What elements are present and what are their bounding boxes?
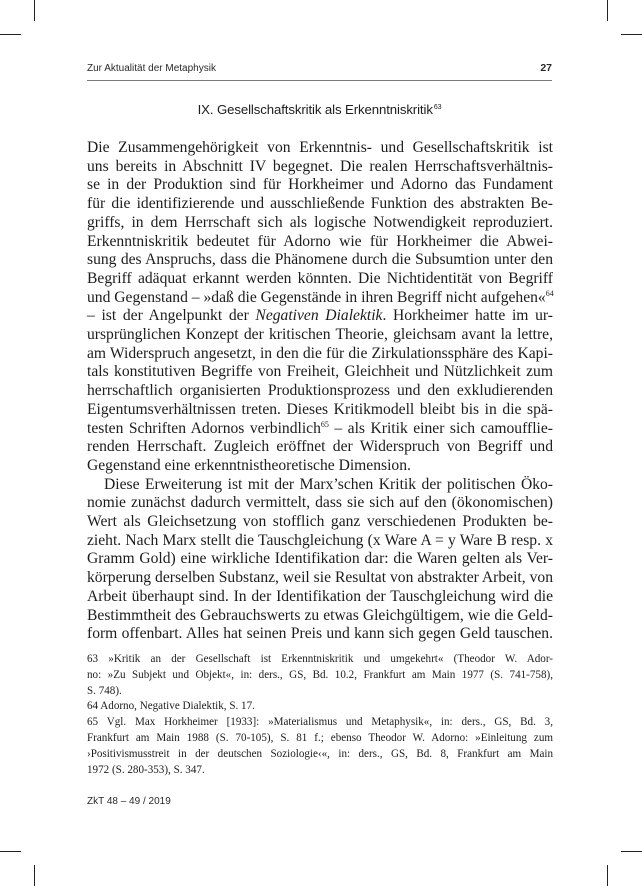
text-line: Eigentumsverhältnissen treten. Dieses Kritikmodell bleibt bis in die spä- (87, 400, 553, 418)
section-heading (87, 102, 552, 117)
footnote-line: Frankfurt am Main 1988 (S. 70-105), S. 81 f.; ebenso Theodor W. Adorno: »Einleitung zum (87, 731, 553, 744)
footnote-ref-65[interactable]: 65 (320, 419, 329, 429)
footnote-line: ›Positivismusstreit in der deutschen Soziologie‹«, in: ders., GS, Bd. 8, Frankfurt am Main (87, 747, 553, 760)
text-line: sung des Anspruchs, dass die Phänomene durch die Subsumtion unter den (87, 251, 553, 269)
running-head (87, 62, 552, 74)
text-line: ursprünglichen Konzept der kritischen Theorie, gleichsam avant la lettre, (87, 326, 553, 344)
footnote-64 (87, 699, 553, 715)
footnote-line: 63 »Kritik an der Gesellschaft ist Erkenntniskritik und umgekehrt« (Theodor W. Ador- (87, 653, 553, 665)
crop-mark (607, 865, 608, 886)
footnote-line: 1972 (S. 280-353), S. 347. (87, 763, 205, 776)
text-line: Diese Erweiterung ist mit der Marx’schen Kritik der politischen Öko- (104, 475, 553, 493)
text-line: uns bereits in Abschnitt IV begegnet. Die realen Herrschaftsverhältnis- (87, 157, 553, 175)
text-line: nomie zunächst dadurch vermittelt, dass sie sich auf den (ökonomischen) (87, 494, 553, 512)
text-line: zieht. Nach Marx stellt die Tauschgleichung (x Ware A = y Ware B resp. x (87, 531, 553, 549)
text-line: renden Herrschaft. Zugleich eröffnet der Widerspruch von Begriff und (87, 438, 553, 456)
crop-mark (34, 865, 35, 886)
text-line: Gegenstand eine erkenntnistheoretische Dimension. (87, 456, 411, 474)
footnote-ref-64[interactable]: 64 (545, 288, 554, 298)
text-segment: testen Schriften Adornos verbindlich (87, 419, 321, 437)
header-rule (87, 80, 552, 81)
footnotes (87, 652, 553, 778)
footnote-line: S. 748). (87, 684, 122, 697)
crop-mark (607, 0, 608, 21)
text-line: Wert als Gleichsetzung von stofflich ganz verschiedenen Produkten be- (87, 513, 553, 531)
body-text (87, 139, 553, 644)
footnote-line: 65 Vgl. Max Horkheimer [1933]: »Materialismus und Metaphysik«, in: ders., GS, Bd. 3, (87, 716, 553, 729)
text-segment: – als Kritik einer sich camoufflie- (328, 419, 553, 437)
footnote-ref-63[interactable]: 63 (433, 104, 442, 111)
section-title: IX. Gesellschaftskritik als Erkenntniskritik (197, 102, 433, 117)
text-line: für die identifizierende und ausschließende Funktion des abstrakten Be- (87, 195, 553, 213)
text-line (87, 420, 553, 439)
text-line: am Widerspruch angesetzt, in den die für die Zirkulationssphäre des Kapi- (87, 344, 553, 362)
text-line (87, 307, 553, 326)
text-line: Begriff adäquat erkannt werden könnten. Die Nichtidentität von Begriff (87, 269, 553, 287)
footnote-line: 64 Adorno, Negative Dialektik, S. 17. (87, 700, 255, 713)
text-line: se in der Produktion sind für Horkheimer und Adorno das Fundament (87, 176, 553, 194)
book-title-emphasis: Negativen Dialektik (255, 307, 383, 325)
text-line: Gramm Gold) eine wirkliche Identifikation dar: die Waren gelten als Ver- (87, 550, 553, 568)
text-line: Arbeit überhaupt sind. In der Identifikation der Tauschgleichung wird die (87, 587, 553, 605)
text-line: Erkenntniskritik bedeutet für Adorno wie für Horkheimer die Abwei- (87, 232, 553, 250)
footnote-63 (87, 652, 553, 699)
text-line: tals konstitutiven Begriffe von Freiheit, Gleichheit und Nützlichkeit zum (87, 363, 553, 381)
text-line (87, 289, 553, 308)
text-line: griffs, in dem Herrschaft sich als logische Notwendigkeit reproduziert. (87, 213, 553, 231)
text-segment: und Gegenstand – »daß die Gegenstände in ihren Begriff nicht aufgehen« (87, 288, 546, 306)
text-segment: . Horkheimer hatte im ur- (382, 307, 553, 325)
footnote-line: no: »Zu Subjekt und Objekt«, in: ders., GS, Bd. 10.2, Frankfurt am Main 1977 (S. 741-758), (87, 668, 553, 681)
crop-mark (0, 851, 21, 852)
text-line: form offenbart. Alles hat seinen Preis und kann sich gegen Geld tauschen. (87, 625, 553, 643)
text-segment: – ist der Angelpunkt der (87, 307, 256, 325)
crop-mark (621, 851, 642, 852)
text-line: Bestimmtheit des Gebrauchswerts zu etwas Gleichgültigem, wie die Geld- (87, 606, 553, 624)
text-line: Die Zusammengehörigkeit von Erkenntnis- und Gesellschaftskritik ist (87, 139, 553, 156)
crop-mark (34, 0, 35, 21)
journal-citation: ZkT 48 – 49 / 2019 (87, 796, 171, 807)
running-title: Zur Aktualität der Metaphysik (87, 63, 216, 74)
footnote-65 (87, 715, 553, 778)
page-number: 27 (540, 62, 552, 74)
crop-mark (621, 34, 642, 35)
crop-mark (0, 34, 21, 35)
text-line: herrschaftlich organisierten Produktionsprozess und den exkludierenden (87, 382, 553, 400)
text-line: körperung derselben Substanz, weil sie Resultat von abstrakter Arbeit, von (87, 569, 553, 587)
